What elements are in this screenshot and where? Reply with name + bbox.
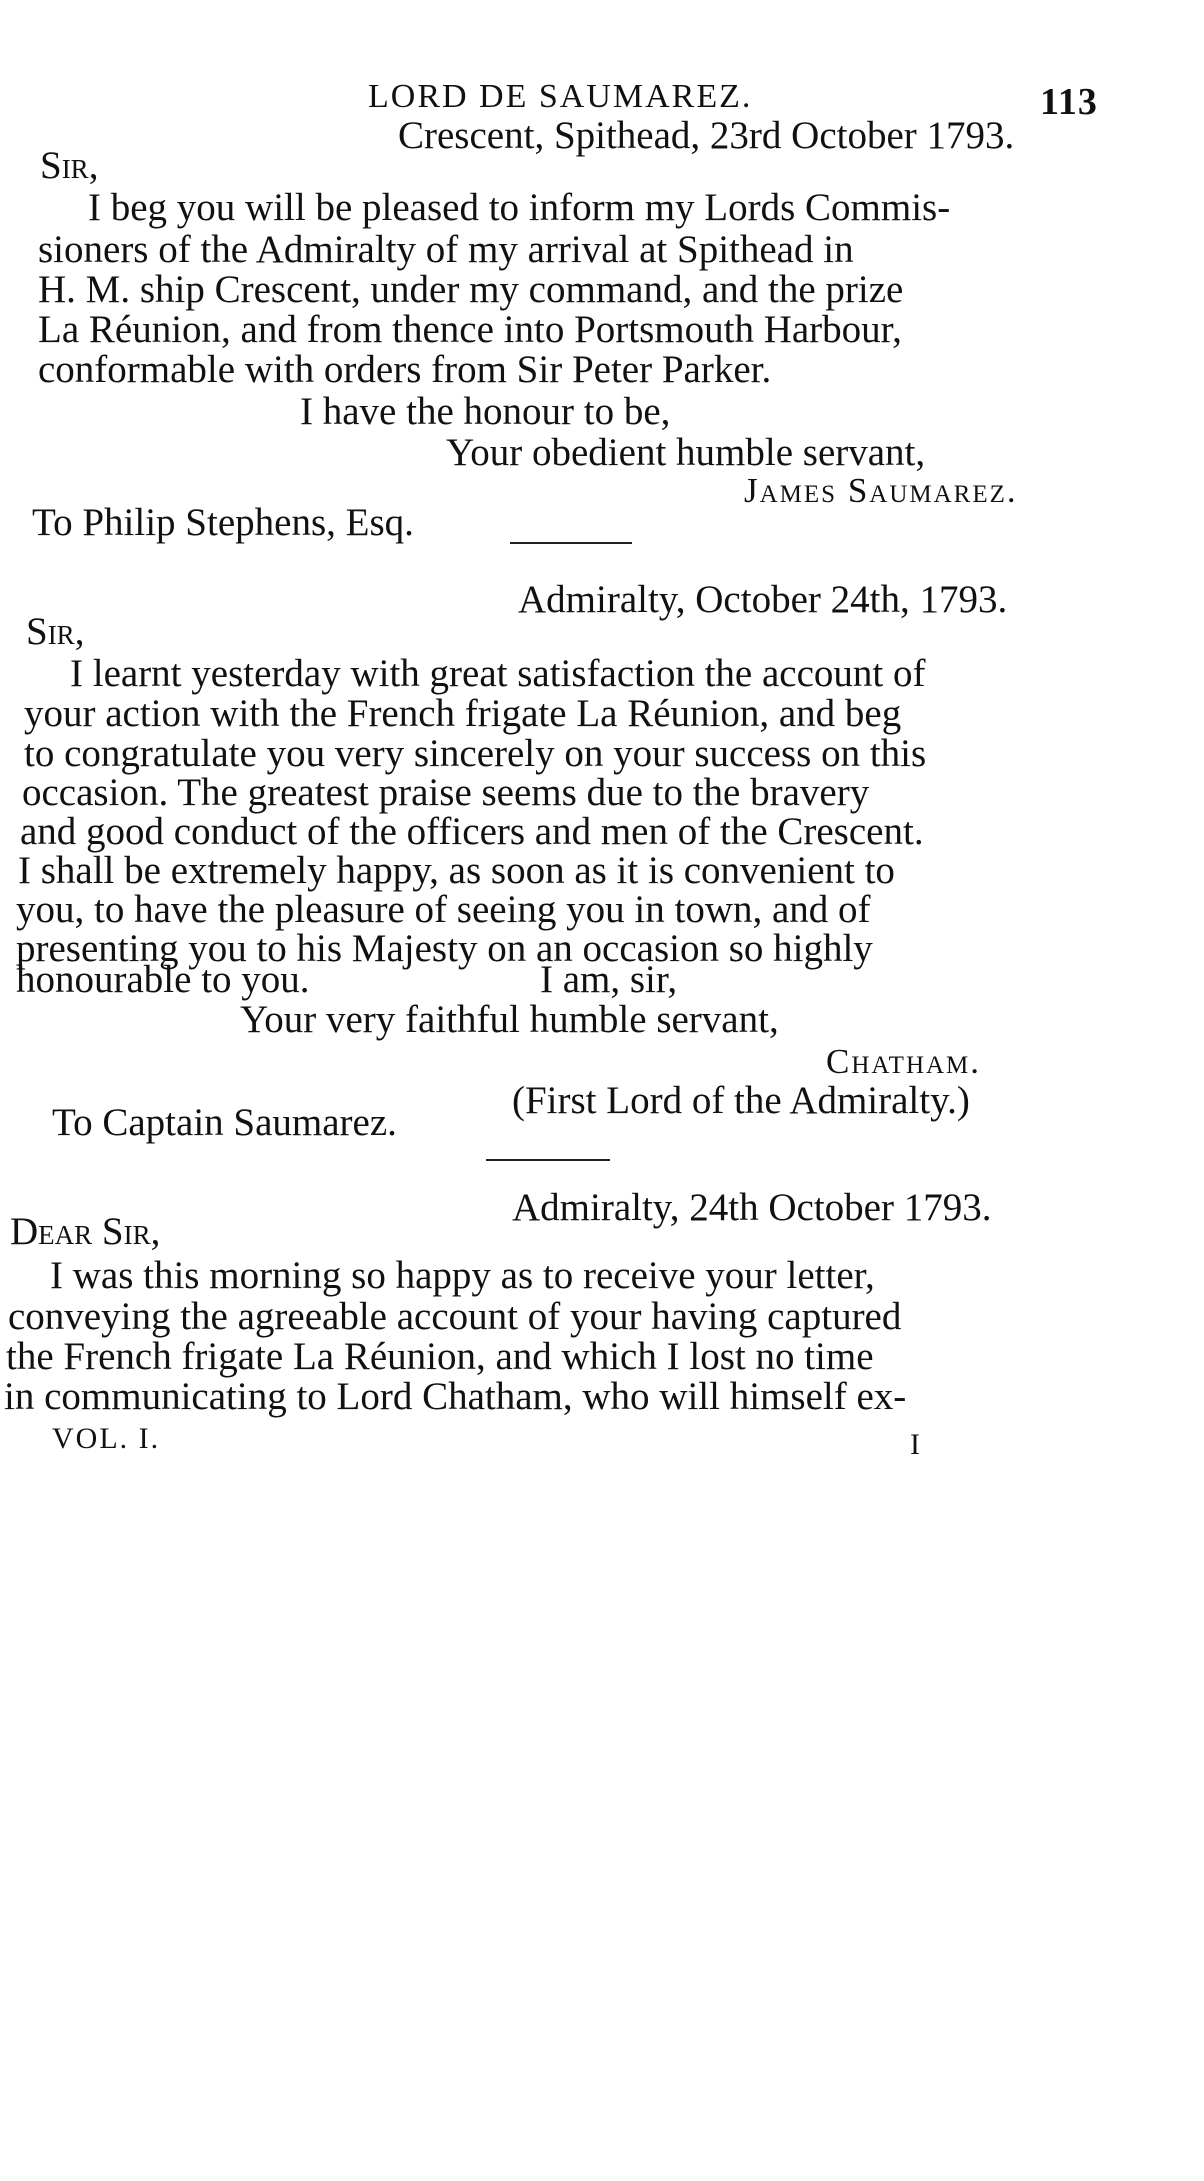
letter2-body-line: honourable to you. — [16, 958, 310, 1001]
volume-mark: VOL. I. — [52, 1422, 161, 1455]
letter3-body-line: conveying the agreeable account of your having captured — [8, 1295, 902, 1338]
letter3-body-line: I was this morning so happy as to receive your letter, — [50, 1254, 875, 1297]
letter2-signature-note: (First Lord of the Admiralty.) — [512, 1079, 970, 1122]
letter1-closing: Your obedient humble servant, — [446, 431, 926, 474]
letter2-closing: I am, sir, — [540, 958, 678, 1001]
letter3-body-line: in communicating to Lord Chatham, who will himself ex- — [4, 1375, 907, 1418]
letter1-addressee: To Philip Stephens, Esq. — [32, 501, 414, 544]
letter1-body-line: La Réunion, and from thence into Portsmouth Harbour, — [38, 308, 902, 351]
letter2-closing: Your very faithful humble servant, — [240, 998, 779, 1041]
letter1-dateline: Crescent, Spithead, 23rd October 1793. — [398, 114, 1015, 157]
letter2-body-line: your action with the French frigate La Réunion, and beg — [24, 692, 902, 735]
letter2-body-line: you, to have the pleasure of seeing you in town, and of — [16, 888, 871, 931]
letter1-body-line: H. M. ship Crescent, under my command, and the prize — [38, 268, 904, 311]
letter2-body-line: I learnt yesterday with great satisfaction the account of — [70, 652, 926, 695]
letter2-body-line: I shall be extremely happy, as soon as it is convenient to — [18, 849, 895, 892]
letter1-body-line: conformable with orders from Sir Peter Parker. — [38, 348, 772, 391]
letter3-body-line: the French frigate La Réunion, and which I lost no time — [6, 1335, 874, 1378]
running-title: LORD DE SAUMAREZ. — [368, 78, 753, 115]
letter2-body-line: occasion. The greatest praise seems due to the bravery — [22, 771, 870, 814]
letter2-signature: Chatham. — [826, 1042, 982, 1081]
letter2-addressee: To Captain Saumarez. — [52, 1101, 397, 1144]
signature-mark: I — [910, 1428, 922, 1461]
letter3-salutation: Dear Sir, — [10, 1210, 161, 1253]
letter2-dateline: Admiralty, October 24th, 1793. — [518, 578, 1008, 621]
letter2-body-line: and good conduct of the officers and men of the Crescent. — [20, 810, 924, 853]
page-number: 113 — [1040, 81, 1098, 123]
letter3-dateline: Admiralty, 24th October 1793. — [512, 1186, 992, 1229]
section-divider — [510, 542, 632, 544]
letter1-signature: James Saumarez. — [744, 471, 1018, 510]
letter1-body-line: I beg you will be pleased to inform my Lords Commis- — [88, 186, 951, 229]
section-divider — [486, 1159, 610, 1161]
letter1-closing: I have the honour to be, — [300, 390, 671, 433]
letter2-body-line: presenting you to his Majesty on an occasion so highly — [16, 927, 873, 970]
letter1-salutation: Sir, — [40, 144, 99, 187]
letter1-body-line: sioners of the Admiralty of my arrival at Spithead in — [38, 228, 854, 271]
letter2-body-line: to congratulate you very sincerely on your success on this — [24, 732, 927, 775]
letter2-salutation: Sir, — [26, 610, 85, 653]
